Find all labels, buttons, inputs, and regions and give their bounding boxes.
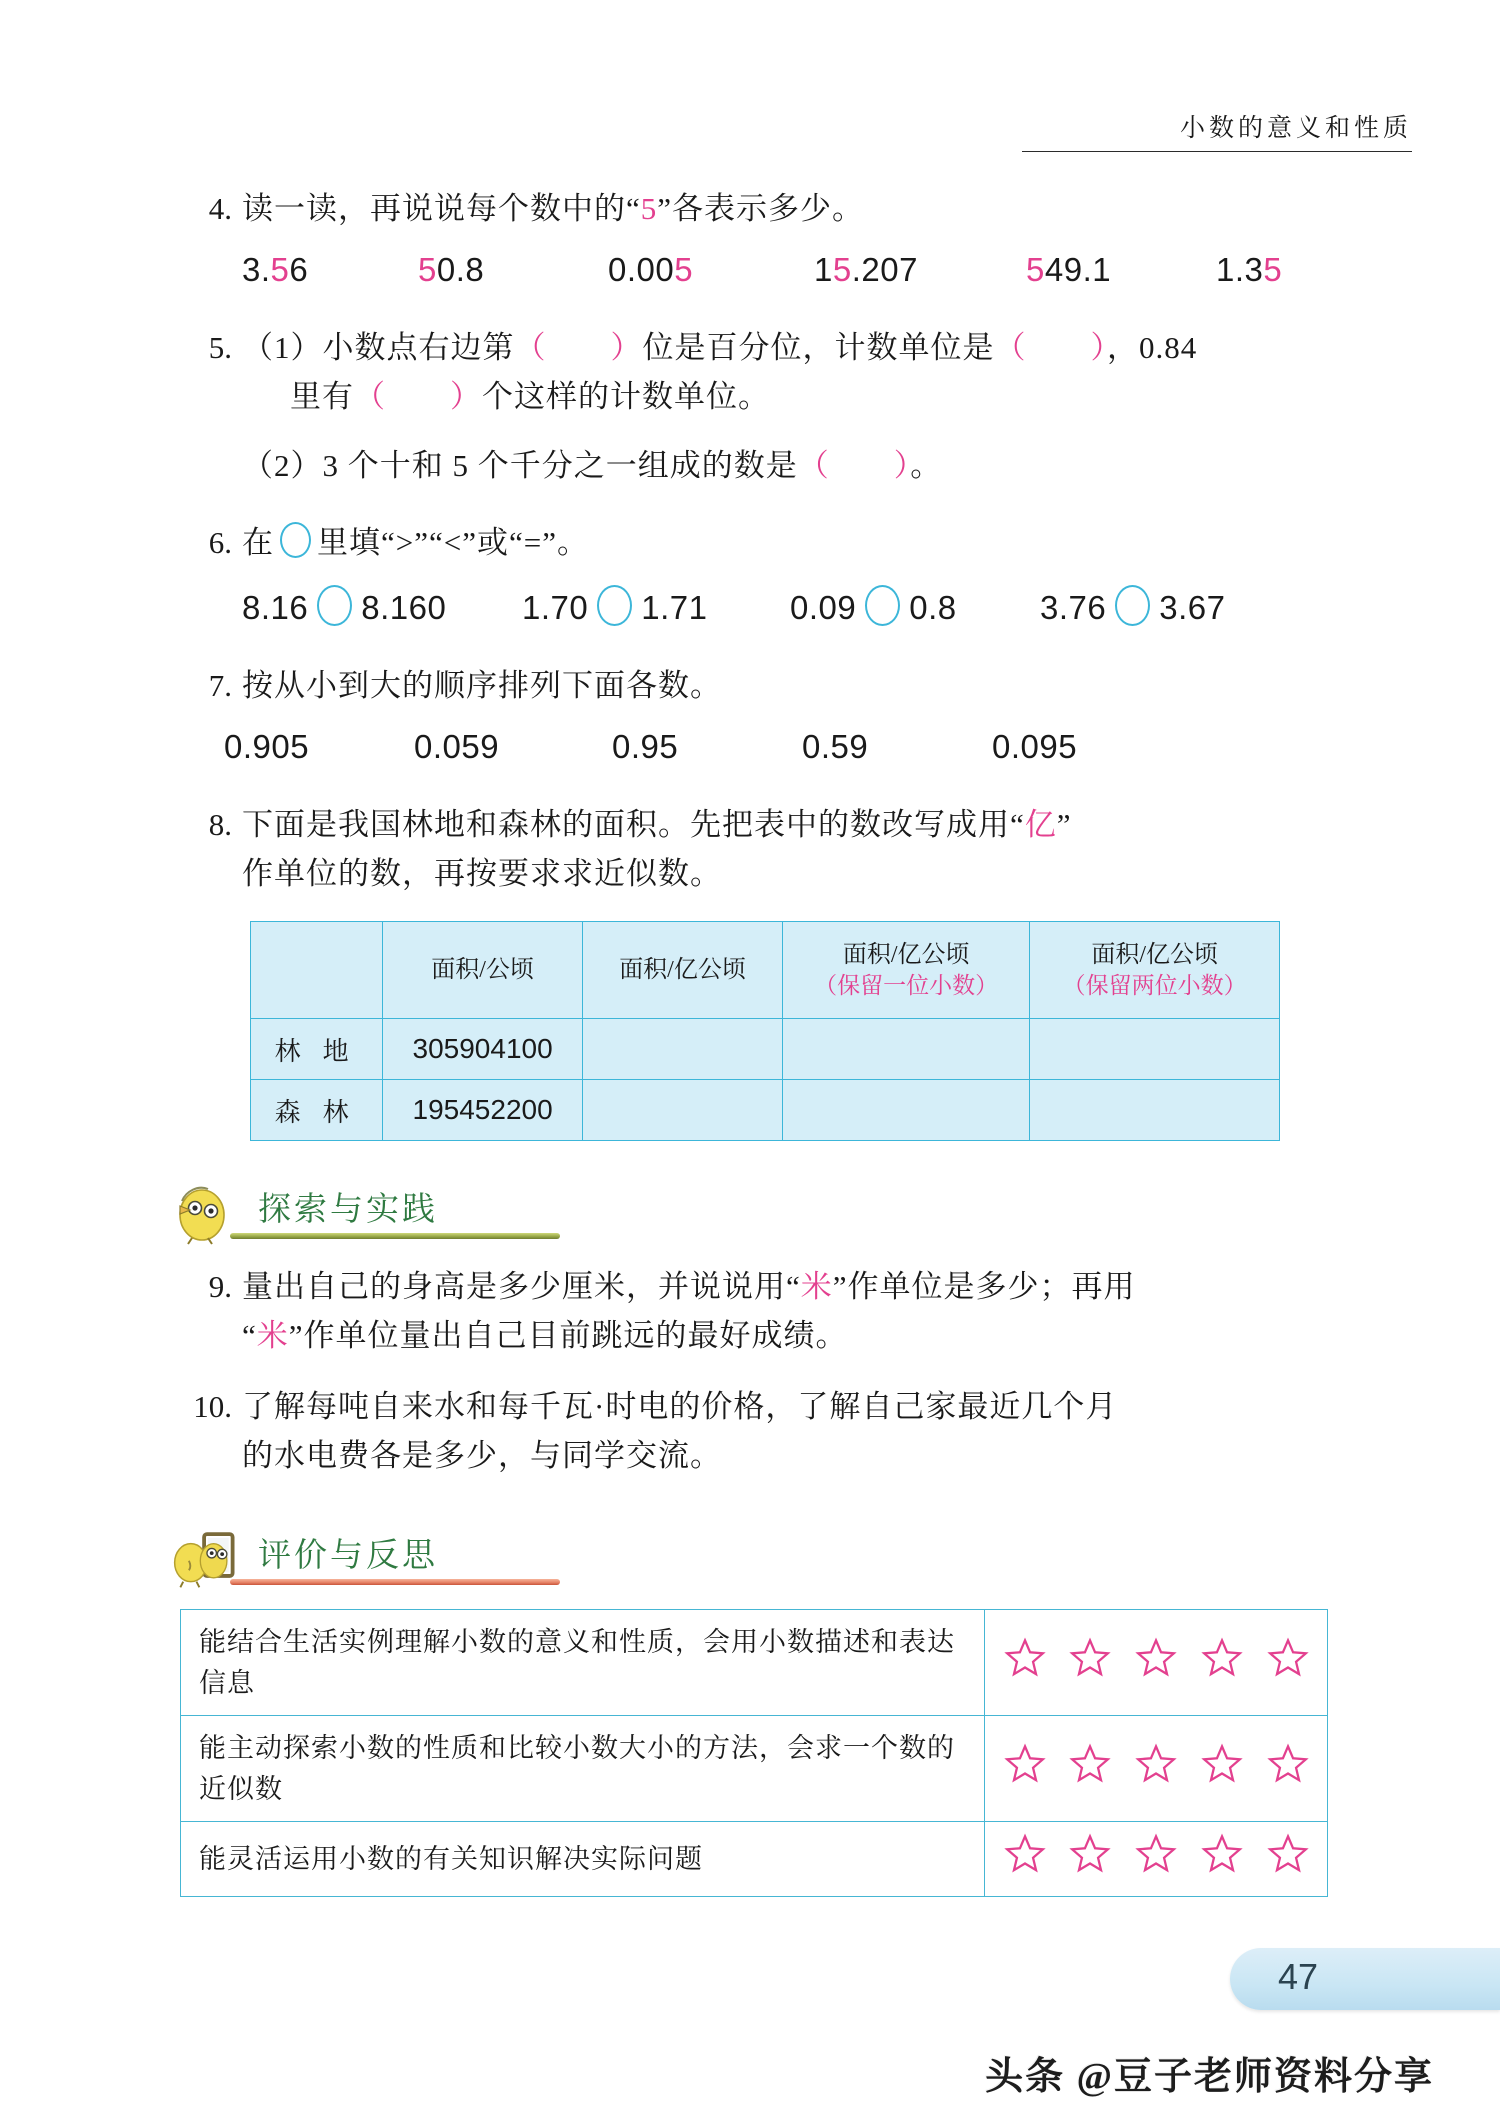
- star-icon[interactable]: [1068, 1832, 1112, 1874]
- star-rating[interactable]: [985, 1610, 1328, 1716]
- compare-right: 0.8: [909, 588, 957, 626]
- num-pre: 1: [814, 250, 833, 288]
- q5-text-a: （1）小数点右边第: [242, 330, 515, 366]
- section-banner-reflect: [178, 1527, 1338, 1591]
- table-row: [251, 1080, 1280, 1141]
- answer-cell[interactable]: [583, 1019, 783, 1080]
- question-9-number: 9.: [208, 1269, 232, 1305]
- q5-text-f: （2）3 个十和 5 个千分之一组成的数是: [242, 448, 798, 484]
- list-item: [1216, 244, 1282, 296]
- num-pre: 3.: [242, 250, 271, 288]
- compare-right: 3.67: [1159, 588, 1226, 626]
- forest-area-table: [250, 921, 1280, 1141]
- compare-circle-icon[interactable]: [597, 585, 632, 626]
- q9-quote-close-1: ”: [832, 1269, 848, 1305]
- star-icon[interactable]: [1266, 1742, 1310, 1784]
- table-header-cell: [383, 922, 583, 1019]
- compare-circle-icon[interactable]: [317, 585, 352, 626]
- compare-left: 1.70: [522, 588, 589, 626]
- num-post: 49.1: [1044, 250, 1112, 288]
- question-9: [178, 1263, 1338, 1361]
- header-main: 面积/亿公顷: [619, 956, 746, 983]
- running-head-rule: [1022, 151, 1412, 152]
- section-title-explore: 探索与实践: [258, 1192, 438, 1229]
- question-10-line-1: 了解每吨自来水和每千瓦·时电的价格，了解自己家最近几个月: [242, 1389, 1118, 1425]
- q8-highlight: 亿: [1024, 807, 1057, 843]
- compare-right: 1.71: [641, 588, 708, 626]
- row-value: 195452200: [383, 1080, 583, 1141]
- answer-cell[interactable]: [1030, 1019, 1280, 1080]
- table-row: [181, 1610, 1328, 1716]
- star-icon[interactable]: [1266, 1636, 1310, 1678]
- list-item: 0.095: [992, 728, 1078, 766]
- star-rating[interactable]: [985, 1716, 1328, 1822]
- star-icon[interactable]: [1200, 1832, 1244, 1874]
- answer-cell[interactable]: [583, 1080, 783, 1141]
- question-5: [178, 324, 1338, 491]
- num-pre: 1.3: [1216, 250, 1264, 288]
- compare-circle-icon[interactable]: [280, 522, 311, 558]
- page-number: 47: [1278, 1956, 1319, 1997]
- question-8: [178, 801, 1338, 1141]
- watermark: 头条 @豆子老师资料分享: [985, 2056, 1434, 2098]
- num-post: 6: [289, 250, 309, 288]
- question-8-line-1: [242, 801, 1338, 850]
- table-row: [181, 1716, 1328, 1822]
- question-8-line-2: 作单位的数，再按要求求近似数。: [242, 856, 722, 892]
- num-highlight: 5: [270, 250, 290, 288]
- question-10-number: 10.: [193, 1389, 232, 1425]
- q5-blank-4[interactable]: （ ）: [797, 448, 911, 484]
- star-icon[interactable]: [1068, 1636, 1112, 1678]
- star-icon[interactable]: [1266, 1832, 1310, 1874]
- table-header-cell: [782, 922, 1029, 1019]
- question-6-text: [242, 519, 1338, 568]
- running-head: [0, 108, 1500, 152]
- question-5-line-2: [242, 373, 1338, 422]
- compare-left: 0.09: [790, 588, 857, 626]
- q5-blank-2[interactable]: （ ）: [994, 330, 1107, 366]
- list-item: [814, 244, 1026, 296]
- section-banner-explore: [178, 1181, 1338, 1245]
- q9-text-c: 作单位量出自己目前跳远的最好成绩。: [303, 1318, 848, 1354]
- list-item: [242, 244, 418, 296]
- num-post: .207: [851, 250, 918, 288]
- running-head-title: 小数的意义和性质: [1179, 115, 1412, 142]
- list-item: 0.59: [802, 728, 869, 766]
- q6-operators: “>”“<”: [381, 525, 478, 560]
- q9-quote-close-2: ”: [288, 1318, 304, 1354]
- page-number-tab: [1230, 1948, 1500, 2010]
- star-icon[interactable]: [1003, 1742, 1047, 1784]
- evaluation-statement: 能主动探索小数的性质和比较小数大小的方法，会求一个数的近似数: [181, 1716, 985, 1822]
- star-icon[interactable]: [1134, 1636, 1178, 1678]
- list-item: 0.059: [414, 728, 500, 766]
- list-item: [790, 582, 1040, 634]
- star-rating[interactable]: [985, 1822, 1328, 1897]
- num-highlight: 5: [832, 250, 852, 288]
- q6-text-b: 里填: [317, 525, 381, 560]
- star-icon[interactable]: [1068, 1742, 1112, 1784]
- question-8-number: 8.: [208, 807, 232, 843]
- q8-text-a: 下面是我国林地和森林的面积。先把表中的数改写成用: [242, 807, 1010, 843]
- q6-compare-row: [242, 582, 1338, 634]
- q5-text-d: 里有: [290, 379, 354, 415]
- table-header-row: [251, 922, 1280, 1019]
- q4-text-a: 读一读，再说说每个数中的: [242, 191, 626, 226]
- compare-circle-icon[interactable]: [865, 585, 900, 626]
- q6-text-d: 或: [477, 525, 510, 560]
- q6-text-a: 在: [242, 525, 274, 560]
- question-9-line-2: [242, 1312, 1338, 1361]
- question-6: [178, 519, 1338, 634]
- question-7-text: 按从小到大的顺序排列下面各数。: [242, 668, 722, 704]
- star-icon[interactable]: [1134, 1742, 1178, 1784]
- num-highlight: 5: [1026, 250, 1045, 288]
- q4-text-b: 各表示多少。: [672, 191, 865, 226]
- q9-text-a: 量出自己的身高是多少厘米，并说说用: [242, 1269, 786, 1305]
- banner-rule-green: [230, 1233, 560, 1239]
- question-4-text: [242, 185, 1338, 234]
- q7-number-list: [224, 721, 1338, 773]
- num-pre: 0.00: [608, 250, 675, 288]
- evaluation-statement: 能结合生活实例理解小数的意义和性质，会用小数描述和表达信息: [181, 1610, 985, 1716]
- header-sub: （保留两位小数）: [1062, 972, 1247, 998]
- list-item: [1040, 582, 1225, 634]
- num-highlight: 5: [674, 250, 694, 288]
- question-5-number: 5.: [208, 330, 232, 366]
- q5-text-c: ，0.84: [1107, 330, 1198, 366]
- question-10-line-2: 的水电费各是多少，与同学交流。: [242, 1438, 722, 1474]
- q9-highlight-2: 米: [256, 1318, 289, 1354]
- table-header-cell: [251, 922, 383, 1019]
- row-label: 森林: [251, 1080, 383, 1141]
- answer-cell[interactable]: [782, 1019, 1029, 1080]
- table-header-cell: [583, 922, 783, 1019]
- q8-quote-open: “: [1010, 807, 1025, 843]
- question-7: [178, 662, 1338, 773]
- q4-quote-close: ”: [657, 191, 673, 226]
- question-6-number: 6.: [208, 525, 232, 560]
- question-9-line-1: [242, 1263, 1338, 1312]
- star-icon[interactable]: [1134, 1832, 1178, 1874]
- question-5-line-3: [242, 442, 1338, 491]
- header-main: 面积/公顷: [431, 956, 534, 983]
- list-item: [242, 582, 522, 634]
- compare-right: 8.160: [361, 588, 447, 626]
- question-10: [178, 1383, 1338, 1481]
- q9-quote-open-1: “: [786, 1269, 801, 1305]
- list-item: [608, 244, 814, 296]
- list-item: 0.905: [224, 728, 310, 766]
- q4-number-list: [242, 244, 1338, 296]
- compare-circle-icon[interactable]: [1115, 585, 1150, 626]
- q6-text-e: “=”。: [509, 525, 590, 560]
- q4-highlight: 5: [640, 191, 658, 226]
- row-label: 林地: [251, 1019, 383, 1080]
- q8-quote-close: ”: [1056, 807, 1072, 843]
- question-7-number: 7.: [208, 668, 232, 704]
- list-item: [418, 244, 608, 296]
- q9-quote-open-2: “: [242, 1318, 257, 1354]
- q9-text-b: 作单位是多少；再用: [847, 1269, 1136, 1305]
- q5-text-b: 位是百分位，计数单位是: [642, 330, 995, 366]
- q5-blank-1[interactable]: （ ）: [514, 330, 643, 366]
- compare-left: 3.76: [1040, 588, 1107, 626]
- table-header-cell: [1030, 922, 1280, 1019]
- self-evaluation-table: [180, 1609, 1328, 1897]
- compare-left: 8.16: [242, 588, 309, 626]
- section-title-reflect: 评价与反思: [258, 1538, 438, 1574]
- question-5-line-1: [242, 324, 1338, 373]
- q5-text-g: 。: [910, 448, 943, 484]
- answer-cell[interactable]: [782, 1080, 1029, 1141]
- page-content: [178, 185, 1338, 1897]
- question-4: [178, 185, 1338, 296]
- q5-text-e: 个这样的计数单位。: [482, 379, 770, 415]
- q9-highlight-1: 米: [800, 1269, 833, 1305]
- table-row: [181, 1822, 1328, 1897]
- star-icon[interactable]: [1200, 1636, 1244, 1678]
- num-highlight: 5: [418, 250, 437, 288]
- row-value: 305904100: [383, 1019, 583, 1080]
- list-item: 0.95: [612, 728, 679, 766]
- star-icon[interactable]: [1003, 1636, 1047, 1678]
- num-highlight: 5: [1263, 250, 1283, 288]
- question-4-number: 4.: [208, 191, 232, 226]
- star-icon[interactable]: [1200, 1742, 1244, 1784]
- table-row: [251, 1019, 1280, 1080]
- list-item: [522, 582, 790, 634]
- header-main: 面积/亿公顷: [842, 941, 970, 968]
- q4-quote-open: “: [626, 191, 641, 226]
- evaluation-statement: 能灵活运用小数的有关知识解决实际问题: [181, 1822, 985, 1897]
- num-post: 0.8: [436, 250, 485, 288]
- list-item: [1026, 244, 1216, 296]
- star-icon[interactable]: [1003, 1832, 1047, 1874]
- header-sub: （保留一位小数）: [814, 972, 999, 998]
- q5-blank-3[interactable]: （ ）: [354, 379, 482, 415]
- banner-rule-orange: [230, 1579, 560, 1585]
- header-main: 面积/亿公顷: [1091, 941, 1218, 968]
- answer-cell[interactable]: [1030, 1080, 1280, 1141]
